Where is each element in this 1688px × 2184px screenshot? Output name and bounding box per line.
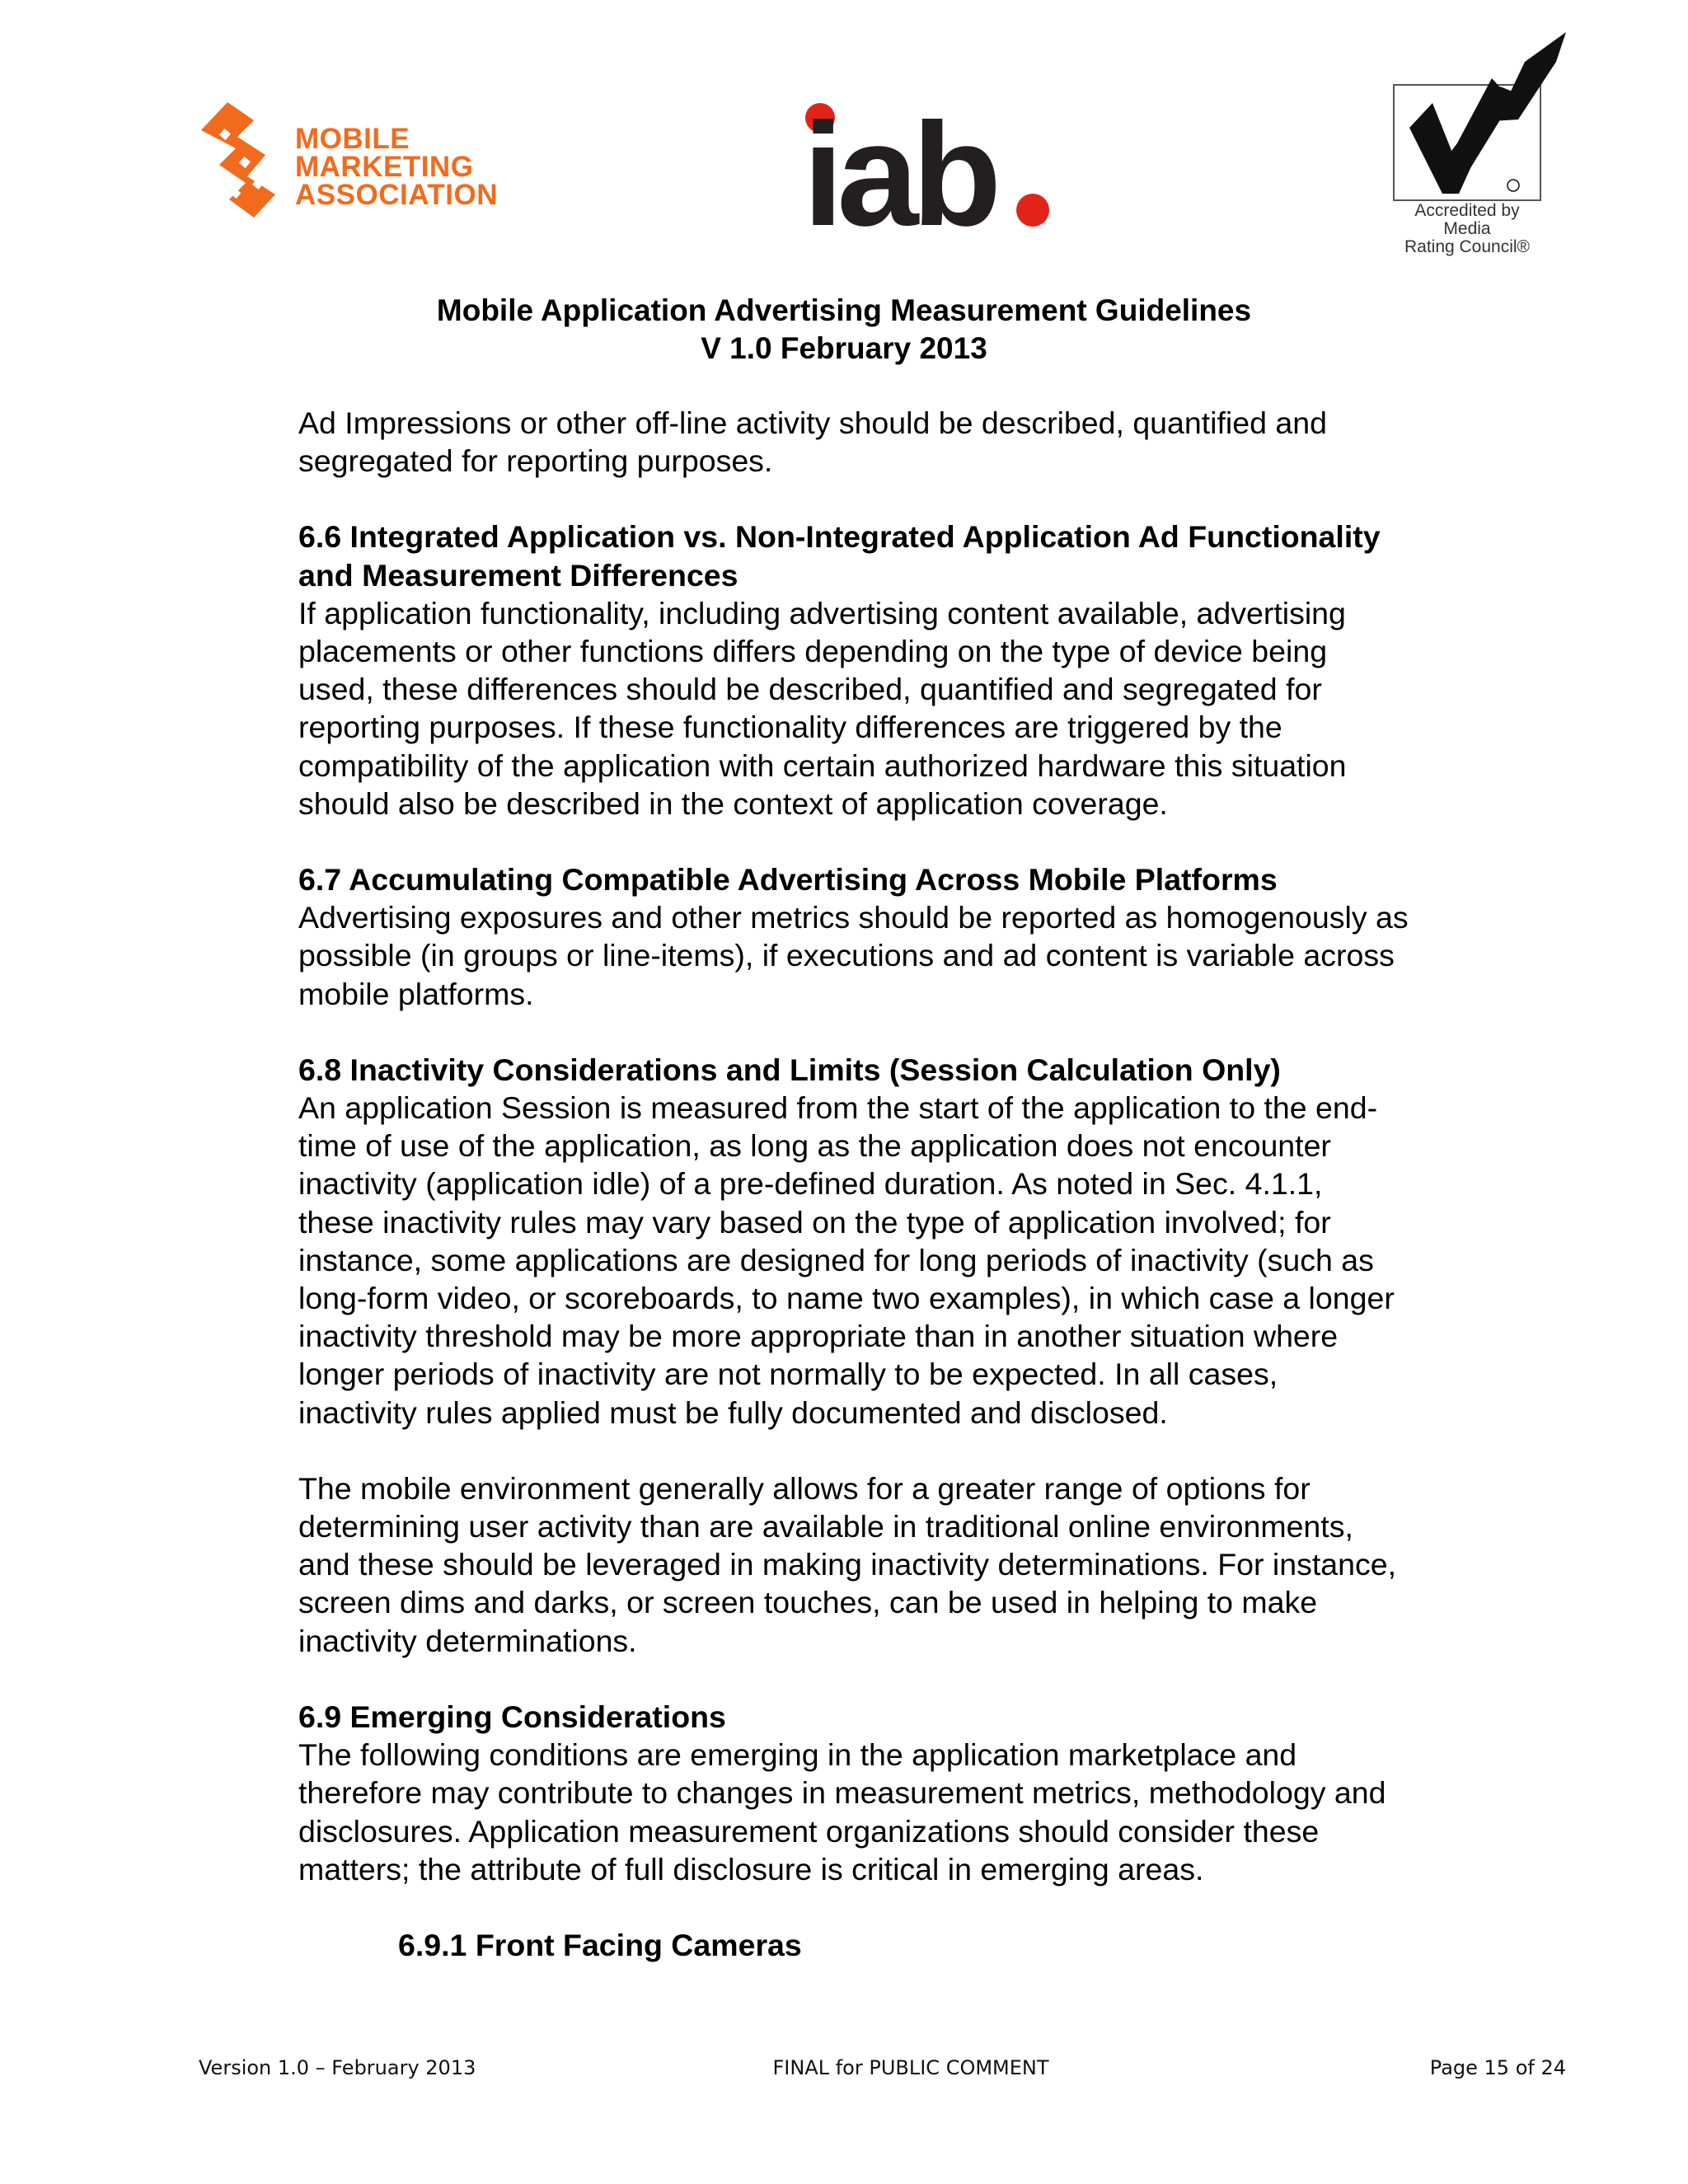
section-6-8-paragraph-2 xyxy=(298,1469,1510,1660)
text-line: inactivity rules applied must be fully documented and disclosed. xyxy=(298,1394,1168,1430)
section-6-6 xyxy=(298,518,1510,823)
text-line: longer periods of inactivity are not normally to be expected. In all cases, xyxy=(298,1357,1278,1392)
text-line: The mobile environment generally allows for a greater range of options for xyxy=(298,1470,1311,1506)
text-line: and these should be leveraged in making inactivity determinations. For instance, xyxy=(298,1547,1397,1582)
text-line: The following conditions are emerging in the application marketplace and xyxy=(298,1737,1297,1773)
mrc-checkmark-icon xyxy=(1393,29,1570,202)
text-line: mobile platforms. xyxy=(298,976,534,1011)
document-title-line1: Mobile Application Advertising Measurement Guidelines xyxy=(436,293,1252,327)
section-heading xyxy=(298,1051,1510,1089)
intro-paragraph xyxy=(298,404,1510,480)
text-line: matters; the attribute of full disclosure is critical in emerging areas. xyxy=(298,1851,1204,1886)
section-6-7 xyxy=(298,860,1510,1013)
text-line: possible (in groups or line-items), if executions and ad content is variable across xyxy=(298,938,1395,973)
text-line: reporting purposes. If these functionality differences are triggered by the xyxy=(298,710,1282,745)
heading-line: 6.7 Accumulating Compatible Advertising Across Mobile Platforms xyxy=(298,862,1278,898)
text-line: inactivity (application idle) of a pre-defined duration. As noted in Sec. 4.1.1, xyxy=(298,1166,1323,1202)
iab-logo xyxy=(799,95,1063,235)
text-line: Ad Impressions or other off-line activity should be described, quantified and xyxy=(298,405,1327,440)
text-line: these inactivity rules may vary based on the type of application involved; for xyxy=(298,1204,1331,1240)
section-heading xyxy=(298,1698,1510,1736)
mrc-caption-line3: Rating Council® xyxy=(1404,237,1531,256)
iab-logo-text: iab xyxy=(803,95,996,235)
mrc-caption-line2: Media xyxy=(1443,219,1491,238)
text-line: used, these differences should be described, quantified and segregated for xyxy=(298,672,1322,707)
iab-logo-icon xyxy=(799,95,1063,235)
text-line: should also be described in the context of application coverage. xyxy=(298,785,1168,821)
mma-logo-line3: ASSOCIATION xyxy=(295,179,498,211)
text-line: screen dims and darks, or screen touches, can be used in helping to make xyxy=(298,1585,1318,1620)
text-line: therefore may contribute to changes in measurement metrics, methodology and xyxy=(298,1775,1386,1811)
text-line: inactivity determinations. xyxy=(298,1623,637,1658)
text-line: Advertising exposures and other metrics should be reported as homogenously as xyxy=(298,900,1409,935)
footer-status: FINAL for PUBLIC COMMENT xyxy=(772,2056,1049,2079)
text-line: segregated for reporting purposes. xyxy=(298,443,773,479)
document-body xyxy=(298,404,1510,1964)
text-line: instance, some applications are designed for long periods of inactivity (such as xyxy=(298,1242,1374,1277)
document-title-line2: V 1.0 February 2013 xyxy=(701,331,987,365)
text-line: time of use of the application, as long as the application does not encounter xyxy=(298,1128,1331,1164)
text-line: disclosures. Application measurement organizations should consider these xyxy=(298,1813,1320,1849)
text-line: If application functionality, including advertising content available, advertising xyxy=(298,595,1346,630)
text-line: An application Session is measured from the start of the application to the end- xyxy=(298,1090,1378,1126)
text-line: long-form video, or scoreboards, to name two examples), in which case a longer xyxy=(298,1281,1395,1316)
heading-line: and Measurement Differences xyxy=(298,557,738,593)
section-heading xyxy=(298,518,1510,593)
mrc-caption xyxy=(1393,202,1541,256)
section-6-9 xyxy=(298,1698,1510,1888)
section-body xyxy=(298,594,1510,823)
mma-logo-mark-icon xyxy=(196,97,295,221)
footer-page-number: Page 15 of 24 xyxy=(1429,2056,1566,2079)
text-line: placements or other functions differs depending on the type of device being xyxy=(298,634,1328,669)
heading-line: 6.6 Integrated Application vs. Non-Integrated Application Ad Functionality xyxy=(298,519,1381,555)
section-body xyxy=(298,1089,1510,1432)
mma-logo-line2: MARKETING xyxy=(295,151,474,183)
text-line: compatibility of the application with certain authorized hardware this situation xyxy=(298,748,1347,783)
section-body xyxy=(298,898,1510,1013)
mma-logo-line1: MOBILE xyxy=(295,123,410,155)
heading-line: 6.8 Inactivity Considerations and Limits (Session Calculation Only) xyxy=(298,1052,1281,1087)
text-line: inactivity threshold may be more appropriate than in another situation where xyxy=(298,1319,1339,1354)
mma-logo xyxy=(196,97,509,221)
section-heading xyxy=(298,860,1510,898)
document-title xyxy=(0,292,1688,368)
text-line: determining user activity than are available in traditional online environments, xyxy=(298,1509,1353,1544)
mrc-accreditation-logo xyxy=(1393,29,1570,276)
footer-version: Version 1.0 – February 2013 xyxy=(199,2056,476,2079)
section-6-8 xyxy=(298,1051,1510,1432)
mrc-caption-line1: Accredited by xyxy=(1414,201,1520,220)
heading-line: 6.9 Emerging Considerations xyxy=(298,1699,726,1734)
subsection-heading-6-9-1: 6.9.1 Front Facing Cameras xyxy=(398,1927,802,1962)
section-body xyxy=(298,1736,1510,1888)
mma-logo-wordmark xyxy=(295,125,498,209)
